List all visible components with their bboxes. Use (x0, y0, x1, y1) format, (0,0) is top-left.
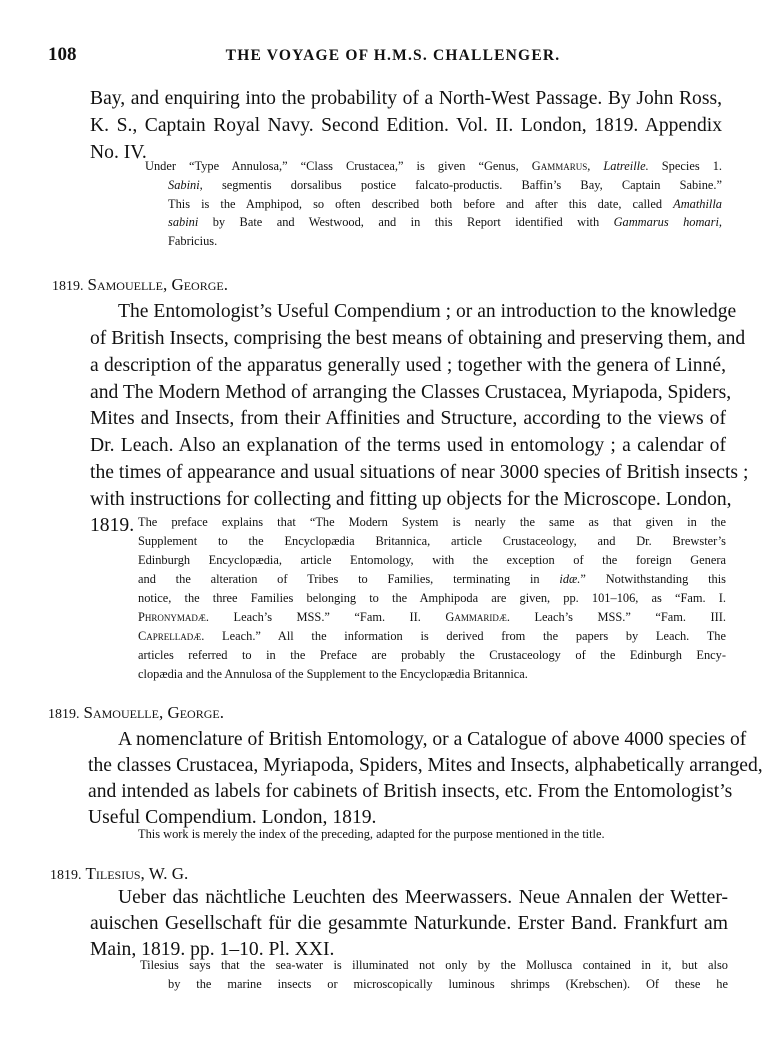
citation-line: Ueber das nächtliche Leuchten des Meerwassers. Neue Annalen der Wetter- (118, 887, 728, 908)
entry-year: 1819. (52, 279, 84, 294)
note-line: articles referred to in the Preface are probably the Crustaceology of the Edinburgh Ency- (138, 648, 726, 662)
note-line: and the alteration of Tribes to Families, terminating in idæ.” Notwithstanding this (138, 572, 726, 586)
entry-author: Samouelle, George. (87, 275, 228, 294)
entry-year: 1819. (48, 707, 80, 722)
citation-line: K. S., Captain Royal Navy. Second Edition. Vol. II. London, 1819. Appendix (90, 115, 722, 136)
citation-line: No. IV. (90, 142, 147, 163)
note-line: Supplement to the Encyclopædia Britannica, article Crustaceology, and Dr. Brewster’s (138, 534, 726, 548)
note-line: Tilesius says that the sea-water is illuminated not only by the Mollusca contained in it, but also (140, 958, 728, 972)
citation-line: 1819. (90, 515, 135, 536)
running-title: THE VOYAGE OF H.M.S. CHALLENGER. (225, 47, 561, 64)
page-number: 108 (48, 44, 77, 65)
citation-line: a description of the apparatus generally used ; together with the genera of Linné, (90, 355, 726, 376)
note-line: The preface explains that “The Modern System is nearly the same as that given in the (138, 515, 726, 529)
citation-line: Mites and Insects, from their Affinities and Structure, according to the views of (90, 408, 726, 429)
citation-line: Bay, and enquiring into the probability of a North-West Passage. By John Ross, (90, 88, 722, 109)
note-line: clopædia and the Annulosa of the Supplement to the Encyclopædia Britannica. (138, 667, 528, 681)
note-line: Edinburgh Encyclopædia, article Entomology, with the exception of the foreign Genera (138, 553, 726, 567)
note-line: This is the Amphipod, so often described both before and after this date, called Amathilla (168, 197, 722, 211)
note-line: by the marine insects or microscopically luminous shrimps (Krebschen). Of these he (168, 977, 728, 991)
entry-heading (52, 275, 228, 295)
note-line: This work is merely the index of the preceding, adapted for the purpose mentioned in the title. (138, 827, 605, 841)
entry-year: 1819. (50, 868, 82, 883)
note-line: Fabricius. (168, 234, 218, 248)
citation-line: the classes Crustacea, Myriapoda, Spiders, Mites and Insects, alphabetically arranged, (88, 755, 763, 776)
entry-heading (48, 703, 224, 723)
note-line: notice, the three Families belonging to the Amphipoda are given, pp. 101–106, as “Fam. I. (138, 591, 726, 605)
citation-line: The Entomologist’s Useful Compendium ; or an introduction to the knowledge (118, 301, 737, 322)
note-line: Sabini, segmentis dorsalibus postice falcato-productis. Baffin’s Bay, Captain Sabine.” (168, 178, 722, 192)
citation-line: Dr. Leach. Also an explanation of the terms used in entomology ; a calendar of (90, 435, 726, 456)
citation-line: the times of appearance and usual situations of near 3000 species of British insects ; (90, 462, 749, 483)
citation-line: Useful Compendium. London, 1819. (88, 807, 377, 828)
citation-line: and The Modern Method of arranging the Classes Crustacea, Myriapoda, Spiders, (90, 382, 732, 403)
note-line: Under “Type Annulosa,” “Class Crustacea,” is given “Genus, Gammarus, Latreille. Species 1. (145, 159, 722, 173)
note-line: sabini by Bate and Westwood, and in this Report identified with Gammarus homari, (168, 215, 722, 229)
citation-line: Main, 1819. pp. 1–10. Pl. XXI. (90, 939, 335, 960)
page-header (48, 44, 738, 66)
entry-author: Tilesius, W. G. (85, 864, 189, 883)
citation-line: A nomenclature of British Entomology, or a Catalogue of above 4000 species of (118, 729, 747, 750)
citation-line: of British Insects, comprising the best means of obtaining and preserving them, and (90, 328, 746, 349)
entry-author: Samouelle, George. (83, 703, 224, 722)
citation-line: auischen Gesellschaft für die gesammte Naturkunde. Erster Band. Frankfurt am (90, 913, 728, 934)
note-line: Phronymadæ. Leach’s MSS.” “Fam. II. Gammaridæ. Leach’s MSS.” “Fam. III. (138, 610, 726, 624)
citation-line: and intended as labels for cabinets of British insects, etc. From the Entomologist’s (88, 781, 733, 802)
entry-heading (50, 864, 188, 884)
note-line: Caprelladæ. Leach.” All the information is derived from the papers by Leach. The (138, 629, 726, 643)
citation-line: with instructions for collecting and fitting up objects for the Microscope. London, (90, 489, 732, 510)
